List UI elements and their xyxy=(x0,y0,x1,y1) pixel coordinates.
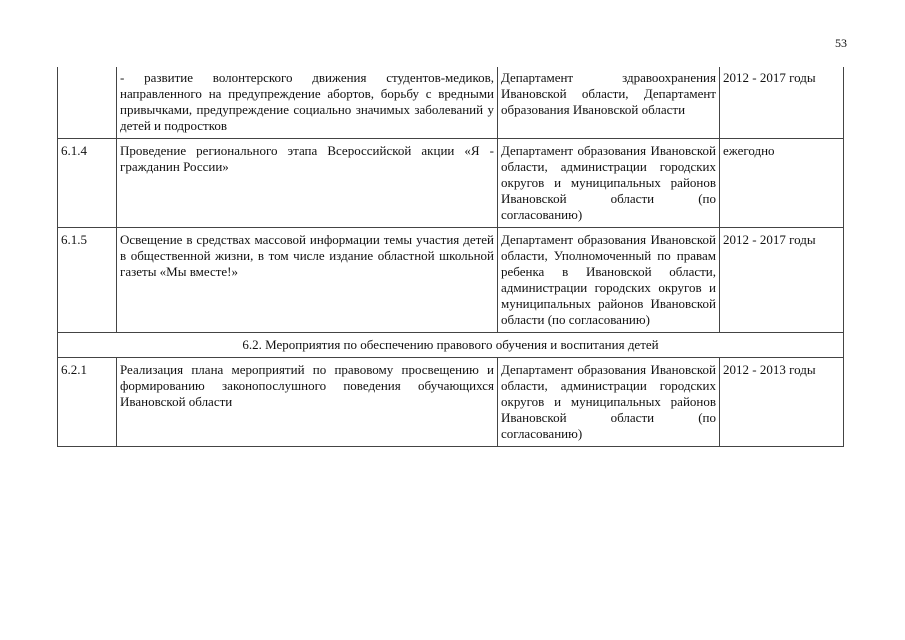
table-row xyxy=(58,67,844,139)
row-number: 6.2.1 xyxy=(58,358,117,447)
executor-cell: Департамент здравоохранения Ивановской области, Департамент образования Ивановской области xyxy=(498,67,720,139)
executor-cell: Департамент образования Ивановской области, администрации городских округов и муниципальных районов Ивановской области (по согласованию) xyxy=(498,139,720,228)
activity-cell: Проведение регионального этапа Всероссийской акции «Я - гражданин России» xyxy=(117,139,498,228)
term-cell: 2012 - 2017 годы xyxy=(720,228,844,333)
row-number: 6.1.5 xyxy=(58,228,117,333)
activity-cell: - развитие волонтерского движения студентов-медиков, направленного на предупреждение абортов, борьбу с вредными привычками, предупреждение социально значимых заболеваний у детей и подростков xyxy=(117,67,498,139)
executor-cell: Департамент образования Ивановской области, администрации городских округов и муниципальных районов Ивановской области (по согласованию) xyxy=(498,358,720,447)
row-number xyxy=(58,67,117,139)
section-title: 6.2. Мероприятия по обеспечению правового обучения и воспитания детей xyxy=(58,333,844,358)
page-number: 53 xyxy=(835,36,847,50)
term-cell: 2012 - 2013 годы xyxy=(720,358,844,447)
row-number: 6.1.4 xyxy=(58,139,117,228)
table-row xyxy=(58,228,844,333)
activity-cell: Реализация плана мероприятий по правовому просвещению и формированию законопослушного поведения обучающихся Ивановской области xyxy=(117,358,498,447)
executor-cell: Департамент образования Ивановской области, Уполномоченный по правам ребенка в Ивановской области, администрации городских округов и муниципальных районов Ивановской области (по согласованию) xyxy=(498,228,720,333)
term-cell: 2012 - 2017 годы xyxy=(720,67,844,139)
section-header-row xyxy=(58,333,844,358)
table-row xyxy=(58,139,844,228)
term-cell: ежегодно xyxy=(720,139,844,228)
activities-table xyxy=(57,67,844,447)
activity-cell: Освещение в средствах массовой информации темы участия детей в общественной жизни, в том числе издание областной школьной газеты «Мы вместе!» xyxy=(117,228,498,333)
table-row xyxy=(58,358,844,447)
